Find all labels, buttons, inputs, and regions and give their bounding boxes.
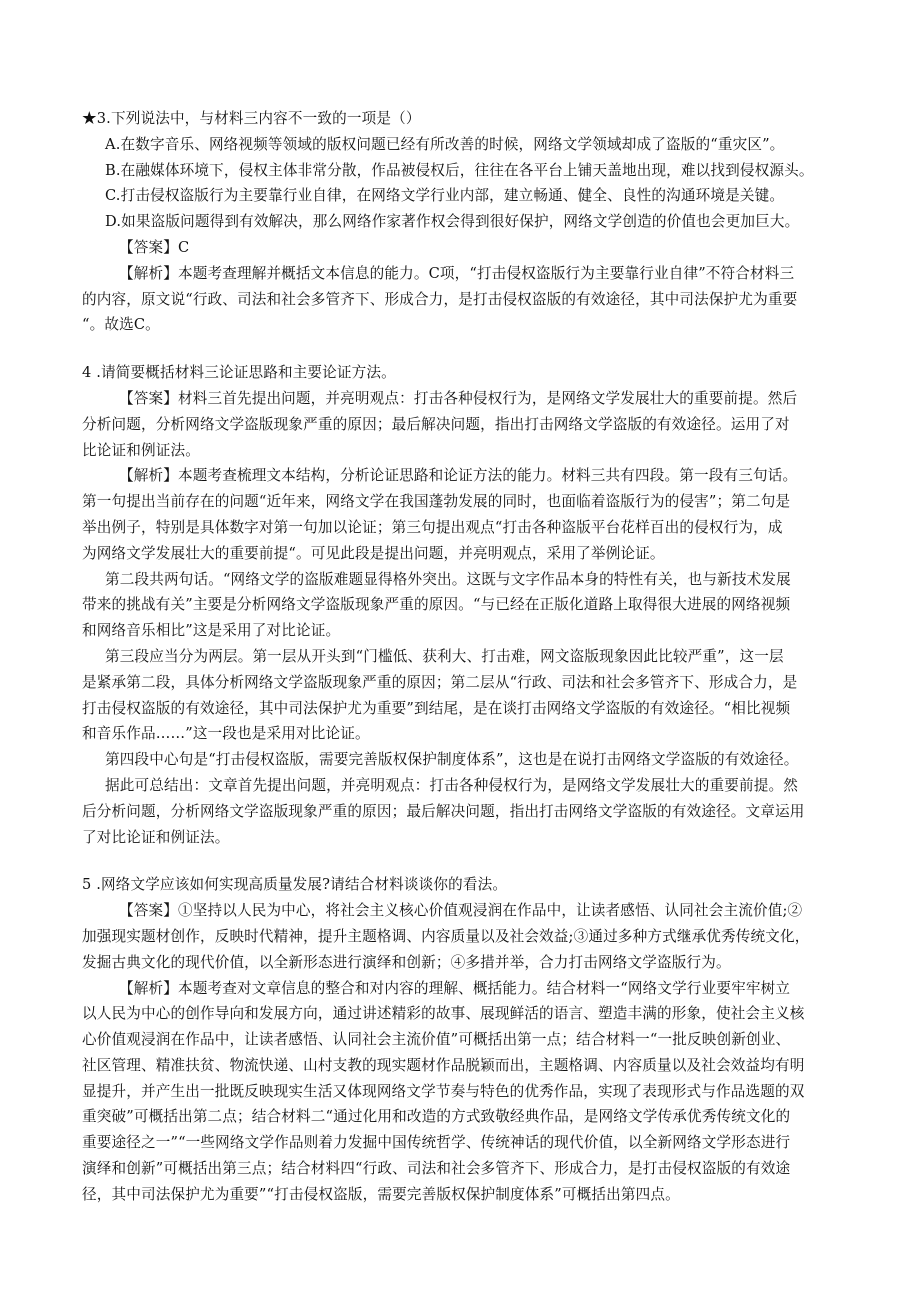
q5-analysis-line: 径，其中司法保护尤为重要”“打击侵权盗版，需要完善版权保护制度体系”可概括出第四点。 [82,1185,680,1203]
q5-analysis-line: 显提升，并产生出一批既反映现实生活又体现网络文学节奏与特色的优秀作品，实现了表现形式与作品选题的双 [82,1082,805,1100]
q3-analysis-line: “。故选C。 [82,316,160,334]
q4-summary-line: 后分析问题，分析网络文学盗版现象严重的原因；最后解决问题，指出打击网络文学盗版的有效途径。文章运用 [82,802,805,820]
q5-analysis-line: 重要途径之一”“一些网络文学作品则着力发掘中国传统哲学、传统神话的现代价值，以全新网络文学形态进行 [82,1134,791,1152]
q4-summary-line: 了对比论证和例证法。 [82,828,230,846]
question-3 [82,106,852,338]
question-5 [82,872,852,1207]
q4-analysis-line: 举出例子，特别是具体数字对第一句加以论证；第三句提出观点“打击各种盗版平台花样百出的侵权行为，成 [82,518,783,536]
q3-option-c: C.打击侵权盗版行为主要靠行业自律，在网络文学行业内部，建立畅通、健全、良性的沟通环境是关键。 [105,187,785,205]
q3-option-d: D.如果盗版问题得到有效解决，那么网络作家著作权会得到很好保护，网络文学创造的价值也会更加巨大。 [105,213,800,231]
q3-analysis-line: 【解析】本题考查理解并概括文本信息的能力。C项，“打击侵权盗版行为主要靠行业自律”不符合材料三 [119,264,795,282]
q3-answer: 【答案】C [119,238,190,256]
q3-option-b: B.在融媒体环境下，侵权主体非常分散，作品被侵权后，往往在各平台上铺天盖地出现，难以找到侵权源头。 [105,161,814,179]
q4-para2-line: 第二段共两句话。“网络文学的盗版难题显得格外突出。这既与文字作品本身的特性有关，也与新技术发展 [105,570,791,588]
q5-analysis-line: 心价值观浸润在作品中，让读者感悟、认同社会主流价值”可概括出第一点；结合材料一“一批反映创新创业、 [82,1031,791,1049]
q5-analysis-line: 演绎和创新”可概括出第三点；结合材料四“行政、司法和社会多管齐下、形成合力，是打击侵权盗版的有效途 [82,1160,791,1178]
q4-para3-line: 打击侵权盗版的有效途径，其中司法保护尤为重要”到结尾，是在谈打击网络文学盗版的有效途径。“相比视频 [82,699,791,717]
q5-analysis-line: 社区管理、精准扶贫、物流快递、山村支教的现实题材作品脱颖而出，主题格调、内容质量以及社会效益均有明 [82,1056,805,1074]
q4-para3-line: 和音乐作品……”这一段也是采用对比论证。 [82,725,370,743]
q4-para3-line: 第三段应当分为两层。第一层从开头到“门槛低、获利大、打击难，网文盗版现象因此比较严重”，这一层 [105,647,784,665]
q3-option-a: A.在数字音乐、网络视频等领域的版权问题已经有所改善的时候，网络文学领域却成了盗版的“重灾区”。 [105,135,785,153]
q5-answer-line: 发掘古典文化的现代价值，以全新形态进行演绎和创新；④多措并举，合力打击网络文学盗版行为。 [82,953,731,971]
q4-answer-line: 【答案】材料三首先提出问题，并亮明观点：打击各种侵权行为，是网络文学发展壮大的重要前提。然后 [119,389,798,407]
q4-para2-line: 和网络音乐相比”这是采用了对比论证。 [82,622,341,640]
q5-answer-line: 加强现实题材创作，反映时代精神，提升主题格调、内容质量以及社会效益;③通过多种方式继承优秀传统文化， [82,927,810,945]
q5-answer-line: 【答案】①坚持以人民为中心，将社会主义核心价值观浸润在作品中，让读者感悟、认同社会主流价值;② [119,902,803,920]
q4-para4-line: 第四段中心句是“打击侵权盗版，需要完善版权保护制度体系”，这也是在说打击网络文学盗版的有效途径。 [105,751,799,769]
q5-analysis-line: 【解析】本题考查对文章信息的整合和对内容的理解、概括能力。结合材料一“网络文学行业要牢牢树立 [119,979,791,997]
document-page [82,106,852,1208]
q4-stem: 4 .请简要概括材料三论证思路和主要论证方法。 [82,364,396,382]
q5-stem: 5 .网络文学应该如何实现高质量发展?请结合材料谈谈你的看法。 [82,876,508,894]
q3-analysis-line: 的内容，原文说“行政、司法和社会多管齐下、形成合力，是打击侵权盗版的有效途径，其中司法保护尤为重要 [82,290,798,308]
q4-para3-line: 是紧承第二段，具体分析网络文学盗版现象严重的原因；第二层从“行政、司法和社会多管齐下、形成合力，是 [82,673,798,691]
q4-answer-line: 比论证和例证法。 [82,441,200,459]
q4-answer-line: 分析问题，分析网络文学盗版现象严重的原因；最后解决问题，指出打击网络文学盗版的有效途径。运用了对 [82,415,790,433]
q5-analysis-line: 以人民为中心的创作导向和发展方向，通过讲述精彩的故事、展现鲜活的语言、塑造丰满的形象，使社会主义核 [82,1005,805,1023]
q4-analysis-line: 为网络文学发展壮大的重要前提“。可见此段是提出问题，并亮明观点，采用了举例论证。 [82,544,665,562]
q4-para2-line: 带来的挑战有关”主要是分析网络文学盗版现象严重的原因。“与已经在正版化道路上取得很大进展的网络视频 [82,596,791,614]
q3-stem: ★3.下列说法中，与材料三内容不一致的一项是（） [82,110,421,127]
q4-analysis-line: 第一句提出当前存在的问题“近年来，网络文学在我国蓬勃发展的同时，也面临着盗版行为的侵害”；第二句是 [82,493,791,511]
q4-summary-line: 据此可总结出：文章首先提出问题，并亮明观点：打击各种侵权行为，是网络文学发展壮大的重要前提。然 [105,776,798,794]
question-4 [82,360,852,850]
q5-analysis-line: 重突破”可概括出第二点；结合材料二“通过化用和改造的方式致敬经典作品，是网络文学传承优秀传统文化的 [82,1108,791,1126]
q4-analysis-line: 【解析】本题考查梳理文本结构，分析论证思路和论证方法的能力。材料三共有四段。第一段有三句话。 [119,467,798,485]
